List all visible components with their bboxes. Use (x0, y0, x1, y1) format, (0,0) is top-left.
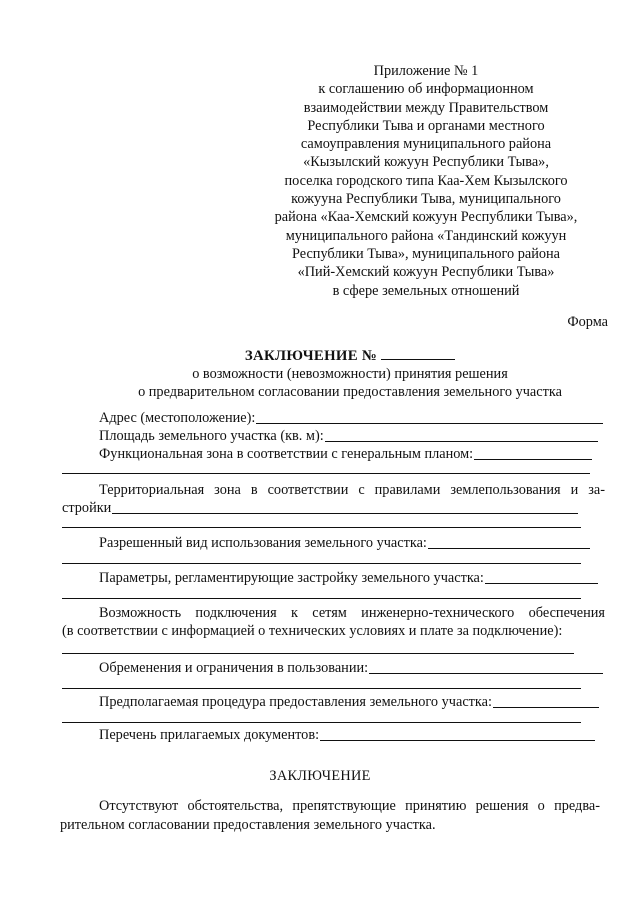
permitted-use-field[interactable] (428, 547, 590, 549)
func-zone-field[interactable] (474, 458, 592, 460)
func-zone-continuation-line[interactable] (62, 473, 590, 474)
parameters-label: Параметры, регламентирующие застройку земельного участка: (99, 570, 484, 586)
appendix-line: «Кызылский кожуун Республики Тыва», (303, 154, 549, 171)
address-row (99, 410, 603, 427)
encumbrances-label: Обременения и ограничения в пользовании: (99, 660, 369, 676)
appendix-block (256, 62, 596, 300)
appendix-line: Приложение № 1 (373, 63, 479, 79)
procedure-continuation-line[interactable] (62, 722, 581, 723)
document-subtitle: о возможности (невозможности) принятия решения (192, 366, 508, 382)
procedure-label: Предполагаемая процедура предоставления земельного участка: (99, 694, 492, 710)
connection-field[interactable] (62, 653, 574, 654)
appendix-line: Республики Тыва», муниципального района (291, 245, 561, 262)
area-row (99, 428, 598, 445)
area-label: Площадь земельного участка (кв. м): (99, 428, 324, 444)
conclusion-line: Отсутствуют обстоятельства, препятствующие принятию решения о предва- (99, 798, 600, 814)
terr-zone-label-cont: стройки (62, 500, 112, 516)
address-label: Адрес (местоположение): (99, 410, 256, 426)
permitted-use-continuation-line[interactable] (62, 563, 581, 564)
parameters-continuation-line[interactable] (62, 598, 581, 599)
area-field[interactable] (325, 440, 598, 442)
connection-label: Возможность подключения к сетям инженерно-технического обеспечения (99, 605, 605, 621)
appendix-line: к соглашению об информационном (318, 81, 534, 98)
encumbrances-row (99, 660, 603, 677)
permitted-use-row (99, 535, 590, 552)
conclusion-line: рительном согласовании предоставления земельного участка. (60, 817, 436, 833)
procedure-row (99, 694, 599, 711)
appendix-line: поселка городского типа Каа-Хем Кызылского (284, 172, 568, 189)
procedure-field[interactable] (493, 706, 599, 708)
connection-label-cont: (в соответствии с информацией о технических условиях и плате за подключение): (62, 623, 563, 639)
parameters-row (99, 570, 598, 587)
terr-zone-continuation-line[interactable] (62, 527, 581, 528)
terr-zone-row (62, 500, 578, 517)
form-label: Форма (567, 314, 608, 330)
document-title: ЗАКЛЮЧЕНИЕ № (244, 348, 378, 364)
permitted-use-label: Разрешенный вид использования земельного участка: (99, 535, 427, 551)
appendix-line: самоуправления муниципального района (300, 136, 552, 153)
func-zone-label: Функциональная зона в соответствии с генеральным планом: (99, 446, 474, 462)
appendix-line: в сфере земельных отношений (332, 282, 520, 299)
appendix-line: кожууна Республики Тыва, муниципального (291, 191, 561, 208)
encumbrances-field[interactable] (369, 672, 603, 674)
document-header (60, 345, 640, 401)
parameters-field[interactable] (485, 582, 598, 584)
appendix-line: Республики Тыва и органами местного (307, 117, 545, 134)
documents-label: Перечень прилагаемых документов: (99, 727, 320, 743)
appendix-line: «Пий-Хемский кожуун Республики Тыва» (297, 264, 555, 281)
number-field[interactable] (381, 345, 455, 360)
conclusion-text (60, 797, 600, 835)
document-subtitle: о предварительном согласовании предоставления земельного участка (138, 384, 562, 400)
conclusion-title: ЗАКЛЮЧЕНИЕ (269, 768, 371, 784)
appendix-line: муниципального района «Тандинский кожуун (285, 227, 567, 244)
encumbrances-continuation-line[interactable] (62, 688, 581, 689)
documents-field[interactable] (320, 739, 595, 741)
documents-row (99, 727, 595, 744)
appendix-line: района «Каа-Хемский кожуун Республики Тыва», (274, 209, 578, 226)
terr-zone-label: Территориальная зона в соответствии с правилами землепользования и за- (99, 482, 605, 498)
func-zone-row (99, 446, 592, 463)
appendix-line: взаимодействии между Правительством (303, 99, 549, 116)
terr-zone-field[interactable] (112, 512, 578, 514)
address-field[interactable] (256, 422, 603, 424)
